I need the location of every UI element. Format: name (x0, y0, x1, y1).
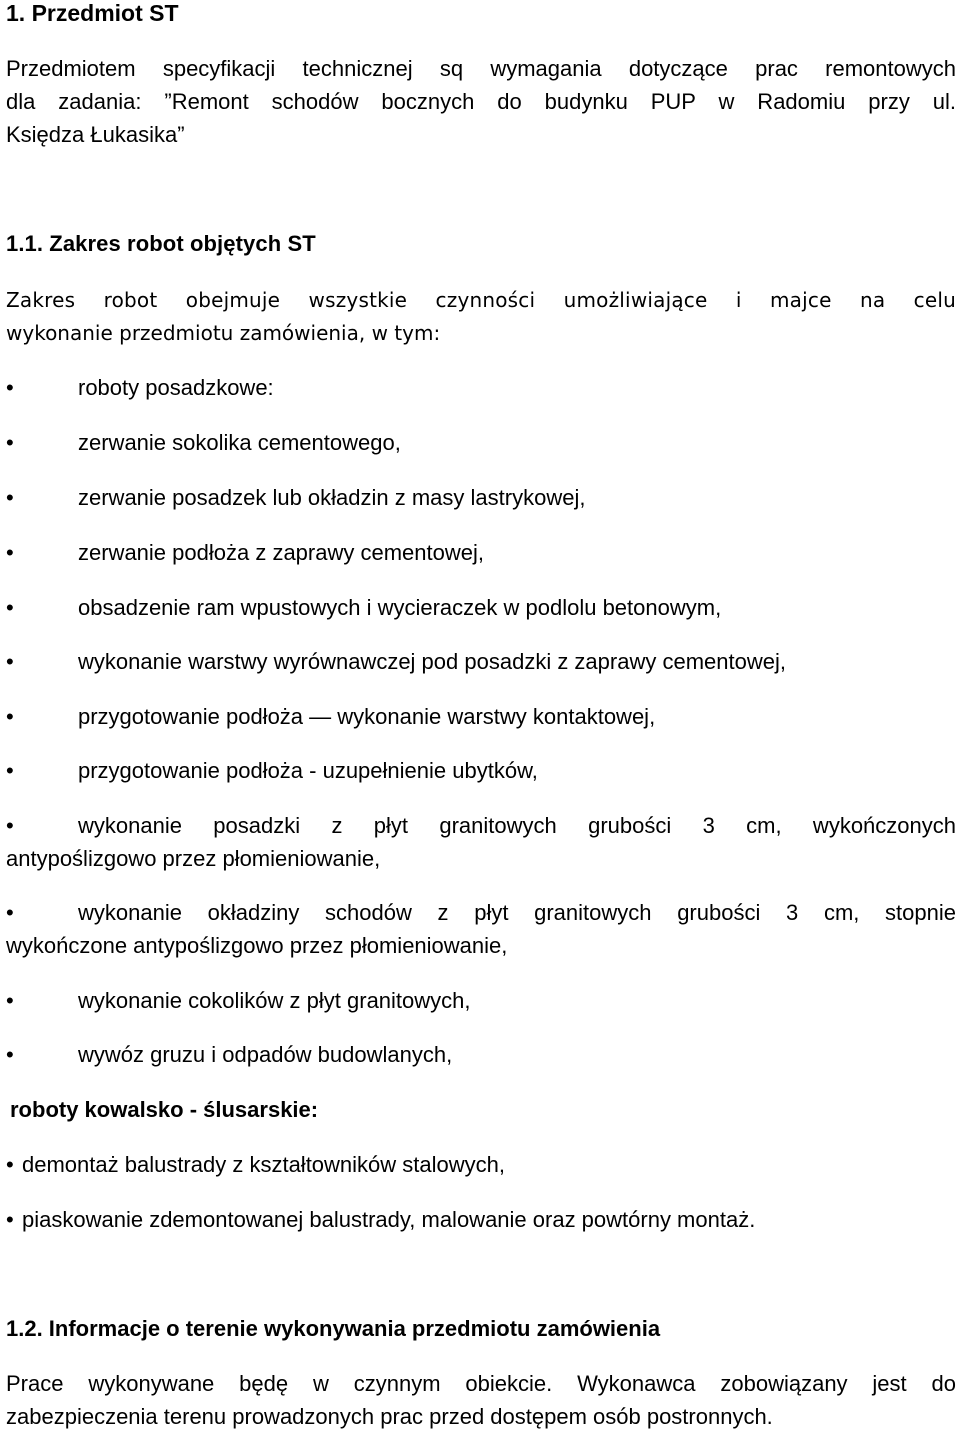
bullet-icon: • (6, 430, 14, 455)
list-item-text: wywóz gruzu i odpadów budowlanych, (78, 1042, 453, 1067)
list-item-text: zerwanie sokolika cementowego, (78, 430, 401, 455)
bullet-icon: • (6, 704, 14, 729)
section-1-heading: 1. Przedmiot ST (6, 0, 179, 26)
list-item-text: wykonanie cokolików z płyt granitowych, (78, 988, 471, 1013)
list-item-text-line-2: wykończone antypoślizgowo przez płomieniowanie, (6, 933, 508, 958)
list-item-text: przygotowanie podłoża - uzupełnienie ubytków, (78, 758, 538, 783)
list-item-text: demontaż balustrady z kształtowników stalowych, (22, 1152, 505, 1177)
section-1-1-intro-line-2: wykonanie przedmiotu zamówienia, w tym: (6, 321, 441, 345)
bullet-icon: • (6, 1042, 14, 1067)
bullet-icon: • (6, 1207, 14, 1232)
list-item-text-line-2: antypoślizgowo przez płomieniowanie, (6, 846, 381, 871)
list-item-text: zerwanie posadzek lub okładzin z masy lastrykowej, (78, 485, 586, 510)
section-1-paragraph-line-3: Księdza Łukasika” (6, 122, 185, 147)
list-item-text: piaskowanie zdemontowanej balustrady, malowanie oraz powtórny montaż. (22, 1207, 756, 1232)
section-1-2-paragraph-line-2: zabezpieczenia terenu prowadzonych prac przed dostępem osób postronnych. (6, 1404, 773, 1429)
section-1-1-heading: 1.1. Zakres robot objętych ST (6, 231, 316, 256)
section-1-2-heading: 1.2. Informacje o terenie wykonywania przedmiotu zamówienia (6, 1316, 661, 1341)
section-1-paragraph-line-1: Przedmiotem specyfikacji technicznej sq wymagania dotyczące prac remontowych (6, 56, 956, 81)
bullet-icon: • (6, 485, 14, 510)
list-item-text: roboty posadzkowe: (78, 375, 274, 400)
list-item-text: zerwanie podłoża z zaprawy cementowej, (78, 540, 484, 565)
bullet-icon: • (6, 540, 14, 565)
list-item-text: wykonanie warstwy wyrównawczej pod posadzki z zaprawy cementowej, (78, 649, 786, 674)
bullet-icon: • (6, 758, 14, 783)
list-item-text: przygotowanie podłoża — wykonanie warstwy kontaktowej, (78, 704, 656, 729)
bullet-icon: • (6, 375, 14, 400)
section-1-1-intro-line-1: Zakres robot obejmuje wszystkie czynności umożliwiające i majce na celu (6, 288, 956, 312)
bullet-icon: • (6, 813, 14, 838)
bullet-icon: • (6, 988, 14, 1013)
section-1-2-paragraph-line-1: Prace wykonywane będę w czynnym obiekcie. Wykonawca zobowiązany jest do (6, 1371, 956, 1396)
list-item-text: obsadzenie ram wpustowych i wycieraczek w podlolu betonowym, (78, 595, 722, 620)
list-item-text-line-1: wykonanie okładziny schodów z płyt granitowych grubości 3 cm, stopnie (78, 900, 956, 925)
smith-works-heading: roboty kowalsko - ślusarskie: (10, 1097, 319, 1122)
bullet-icon: • (6, 1152, 14, 1177)
section-1-paragraph-line-2: dla zadania: ”Remont schodów bocznych do budynku PUP w Radomiu przy ul. (6, 89, 956, 114)
list-item-text-line-1: wykonanie posadzki z płyt granitowych grubości 3 cm, wykończonych (78, 813, 956, 838)
bullet-icon: • (6, 900, 14, 925)
bullet-icon: • (6, 595, 14, 620)
bullet-icon: • (6, 649, 14, 674)
